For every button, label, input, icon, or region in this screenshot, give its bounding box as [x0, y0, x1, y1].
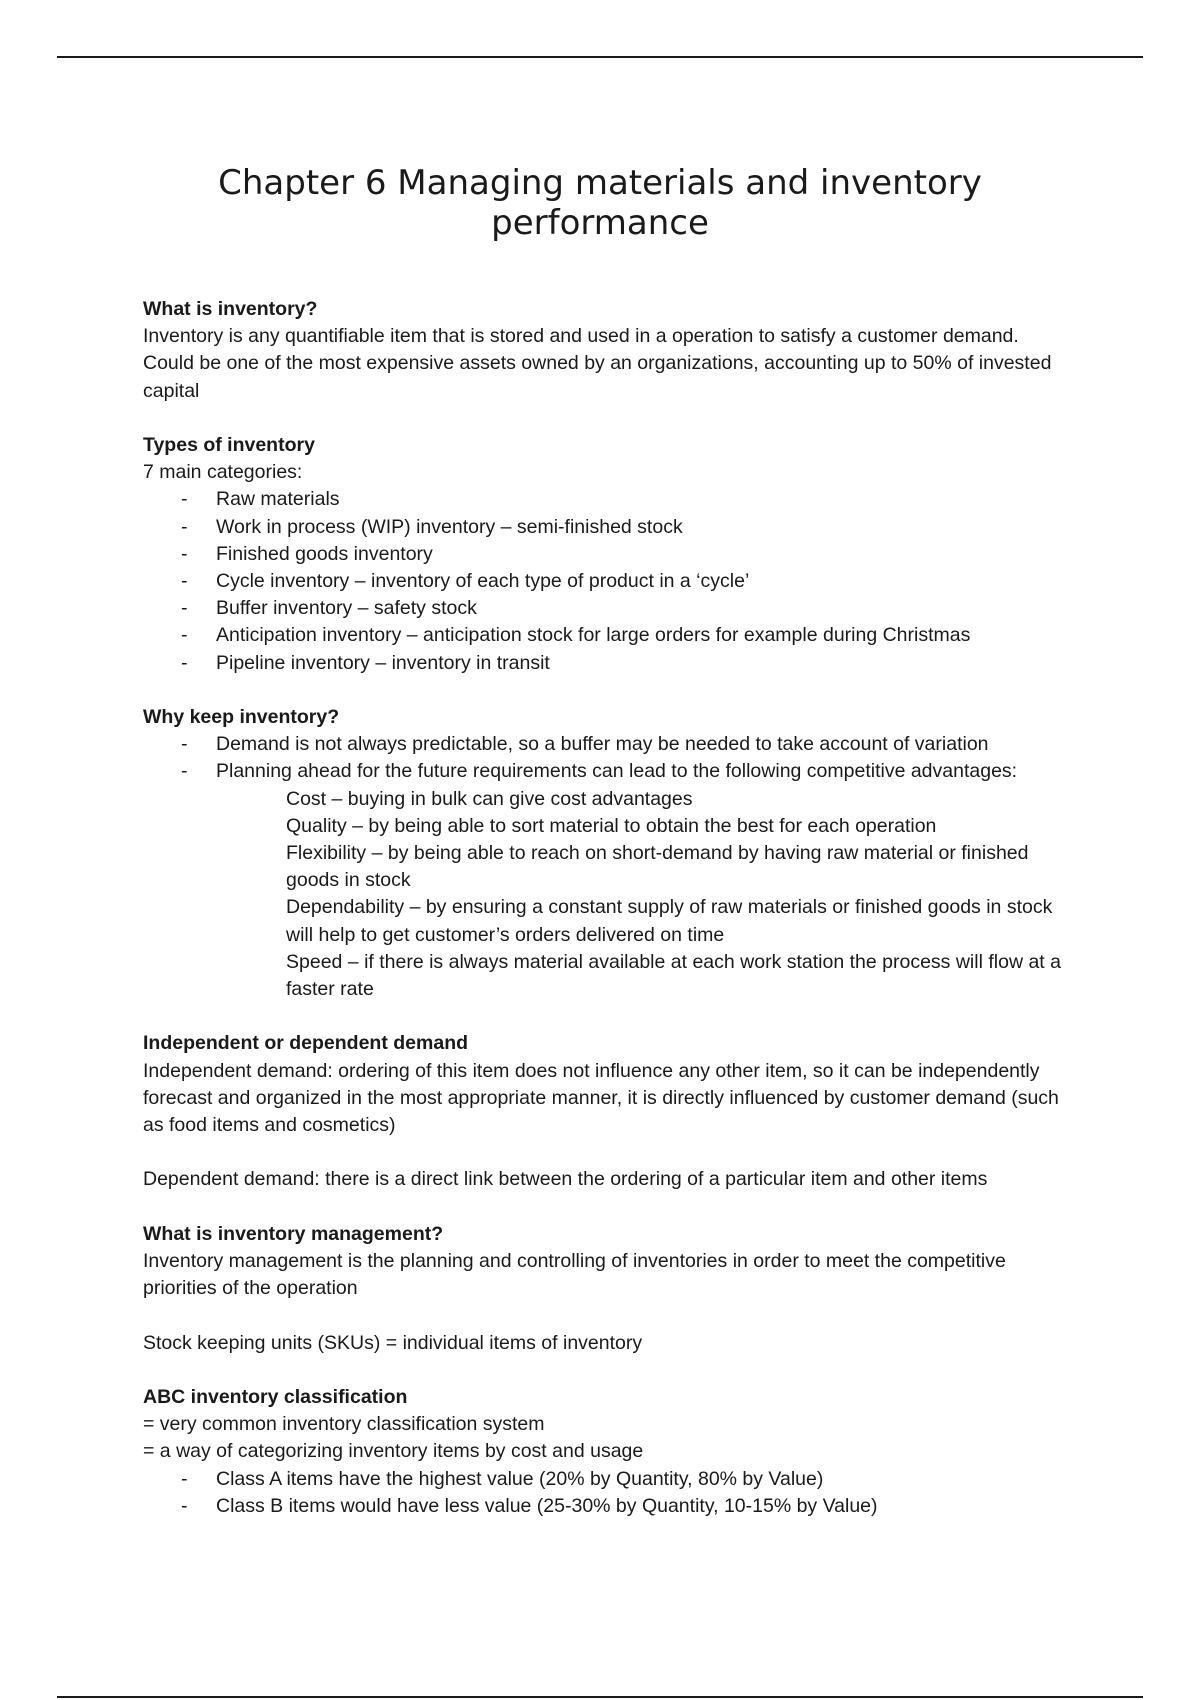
list-item: - Pipeline inventory – inventory in transit	[143, 650, 1073, 677]
list-item: - Class A items have the highest value (20% by Quantity, 80% by Value)	[143, 1466, 1073, 1493]
advantage-item: Quality – by being able to sort material to obtain the best for each operation	[286, 814, 937, 837]
section-heading-inventory-management: What is inventory management?	[143, 1222, 444, 1245]
advantages-list	[143, 786, 1073, 1004]
what-is-inventory-text: Inventory is any quantifiable item that is stored and used in a operation to satisfy a customer demand. Could be one of the most expensive assets owned by an organizations, accounting up to 50% of invested capital	[143, 325, 1052, 402]
page-title	[0, 163, 1200, 243]
section-heading-types-of-inventory: Types of inventory	[143, 434, 315, 456]
list-item: - Anticipation inventory – anticipation stock for large orders for example during Christmas	[143, 622, 1073, 649]
header-rule	[57, 56, 1143, 58]
abc-line-2: = a way of categorizing inventory items by cost and usage	[143, 1440, 644, 1463]
section-heading-demand: Independent or dependent demand	[143, 1032, 469, 1055]
independent-demand-text: Independent demand: ordering of this item does not influence any other item, so it can be independently forecast and organized in the most appropriate manner, it is directly influenced by customer demand (such as food items and cosmetics)	[143, 1059, 1059, 1137]
abc-line-1: = very common inventory classification system	[143, 1413, 545, 1436]
page-title-line-2: performance	[491, 203, 709, 243]
advantage-item: Cost – buying in bulk can give cost advantages	[286, 787, 693, 810]
page-title-line-1: Chapter 6 Managing materials and inventory	[218, 163, 982, 203]
list-item: - Demand is not always predictable, so a buffer may be needed to take account of variation	[143, 731, 1073, 758]
list-item: - Work in process (WIP) inventory – semi-finished stock	[143, 514, 1073, 541]
list-item: - Cycle inventory – inventory of each type of product in a ‘cycle’	[143, 568, 1073, 595]
why-keep-list	[143, 731, 1073, 785]
sku-text: Stock keeping units (SKUs) = individual items of inventory	[143, 1331, 643, 1354]
list-item: - Class B items would have less value (25-30% by Quantity, 10-15% by Value)	[143, 1493, 1073, 1520]
types-intro: 7 main categories:	[143, 461, 303, 484]
list-item: - Planning ahead for the future requirements can lead to the following competitive advantages:	[143, 758, 1073, 785]
document-body	[143, 296, 1073, 1520]
section-heading-abc-classification: ABC inventory classification	[143, 1386, 408, 1409]
section-heading-why-keep-inventory: Why keep inventory?	[143, 706, 340, 729]
advantage-item: Flexibility – by being able to reach on short-demand by having raw material or finished goods in stock	[286, 842, 1029, 892]
advantage-item: Speed – if there is always material available at each work station the process will flow at a faster rate	[286, 950, 1061, 1001]
advantage-item: Dependability – by ensuring a constant supply of raw materials or finished goods in stock will help to get customer’s orders delivered on time	[286, 896, 1053, 946]
types-list	[143, 486, 1073, 676]
inventory-management-text: Inventory management is the planning and controlling of inventories in order to meet the competitive priorities of the operation	[143, 1250, 1006, 1300]
footer-rule	[57, 1696, 1143, 1698]
dependent-demand-text: Dependent demand: there is a direct link between the ordering of a particular item and other items	[143, 1168, 988, 1191]
list-item: - Buffer inventory – safety stock	[143, 595, 1073, 622]
list-item: - Finished goods inventory	[143, 541, 1073, 568]
abc-list	[143, 1466, 1073, 1520]
list-item: - Raw materials	[143, 486, 1073, 513]
section-heading-what-is-inventory: What is inventory?	[143, 298, 318, 320]
